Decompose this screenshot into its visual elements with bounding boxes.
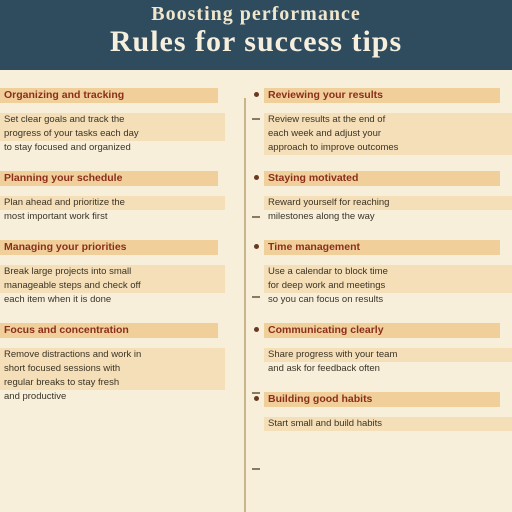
- bullet-icon: [254, 396, 259, 401]
- document-page: [0, 70, 512, 512]
- body-line: so you can focus on results: [268, 294, 384, 305]
- timeline-tick: [252, 118, 260, 120]
- section-title: Communicating clearly: [264, 323, 500, 338]
- section-title: Focus and concentration: [0, 323, 218, 338]
- timeline-tick: [252, 392, 260, 394]
- body-line: regular breaks to stay fresh: [0, 376, 225, 390]
- left-section: [0, 171, 225, 224]
- section-title: Building good habits: [264, 392, 500, 407]
- body-line: milestones along the way: [268, 211, 375, 222]
- body-line: and ask for feedback often: [268, 363, 380, 374]
- right-section: [264, 323, 512, 376]
- body-line: progress of your tasks each day: [0, 127, 225, 141]
- page-header: [0, 0, 512, 70]
- section-title: Staying motivated: [264, 171, 500, 186]
- bullet-icon: [254, 175, 259, 180]
- header-line-1: Boosting performance: [151, 3, 361, 25]
- header-line-2: Rules for success tips: [109, 25, 403, 58]
- body-line: manageable steps and check off: [0, 279, 225, 293]
- body-line: and productive: [4, 391, 67, 402]
- section-title: Planning your schedule: [0, 171, 218, 186]
- body-line: each week and adjust your: [264, 127, 512, 141]
- section-title: Time management: [264, 240, 500, 255]
- body-line: to stay focused and organized: [4, 142, 131, 153]
- body-line: Set clear goals and track the: [0, 113, 225, 127]
- timeline-tick: [252, 216, 260, 218]
- bullet-icon: [254, 92, 259, 97]
- body-line: Use a calendar to block time: [264, 265, 512, 279]
- body-line: Remove distractions and work in: [0, 348, 225, 362]
- body-line: Reward yourself for reaching: [264, 196, 512, 210]
- bullet-icon: [254, 327, 259, 332]
- body-line: Share progress with your team: [264, 348, 512, 362]
- right-section: [264, 171, 512, 224]
- body-line: approach to improve outcomes: [264, 141, 512, 155]
- body-line: Review results at the end of: [264, 113, 512, 127]
- left-section: [0, 88, 225, 155]
- left-column: [0, 88, 225, 512]
- section-title: Reviewing your results: [264, 88, 500, 103]
- right-section: [264, 392, 512, 431]
- right-section: [264, 88, 512, 155]
- timeline-tick: [252, 468, 260, 470]
- timeline-tick: [252, 296, 260, 298]
- section-title: Managing your priorities: [0, 240, 218, 255]
- right-column: [264, 88, 512, 512]
- body-line: short focused sessions with: [0, 362, 225, 376]
- left-section: [0, 240, 225, 307]
- body-line: most important work first: [4, 211, 108, 222]
- left-section: [0, 323, 225, 404]
- body-line: Start small and build habits: [264, 417, 512, 431]
- body-line: Break large projects into small: [0, 265, 225, 279]
- body-line: for deep work and meetings: [264, 279, 512, 293]
- bullet-icon: [254, 244, 259, 249]
- section-title: Organizing and tracking: [0, 88, 218, 103]
- body-line: Plan ahead and prioritize the: [0, 196, 225, 210]
- right-section: [264, 240, 512, 307]
- column-divider: [244, 98, 246, 512]
- body-line: each item when it is done: [4, 294, 112, 305]
